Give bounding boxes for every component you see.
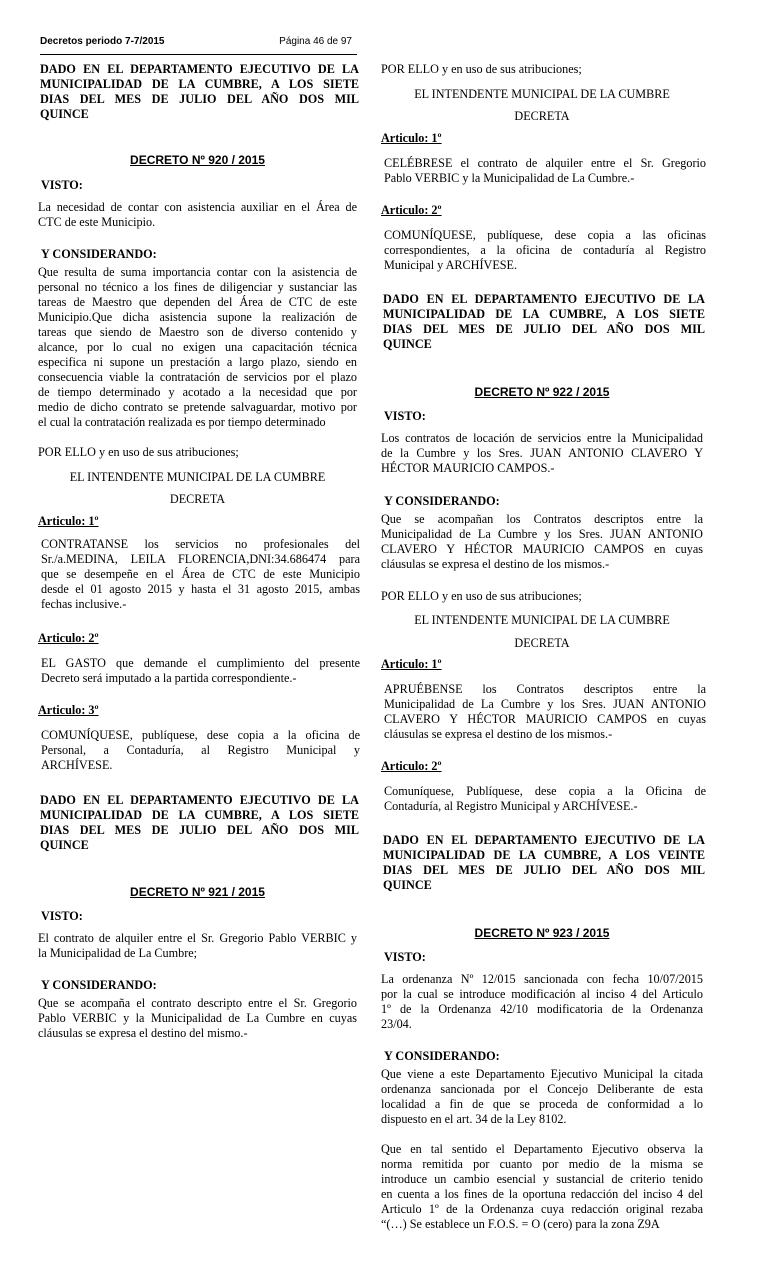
text-line: CLAVERO Y HÉCTOR MAURICIO CAMPOS en cuyas bbox=[384, 712, 706, 726]
text-line: COMUNÍQUESE, publíquese, dese copia a la oficina de bbox=[41, 728, 360, 742]
visto-heading: VISTO: bbox=[41, 178, 83, 192]
text-line: Articulo 1º de la Ordenanza cuya redacción original rezaba bbox=[381, 1202, 703, 1216]
text-line: correspondientes, a la oficina de contaduría al Registro bbox=[384, 243, 706, 257]
text-line: por la cual se introduce modificación al inciso 4 del Articulo bbox=[381, 987, 703, 1001]
decree-922-article-2-text bbox=[381, 784, 706, 814]
text-line: Pablo VERBIC y la Municipalidad de La Cumbre en cuyas bbox=[38, 1011, 357, 1025]
text-line: MUNICIPALIDAD DE LA CUMBRE, A LOS VEINTE bbox=[383, 848, 705, 862]
decree-923-considerando-text-1 bbox=[381, 1067, 703, 1127]
text-line: CONTRATANSE los servicios no profesionales del bbox=[41, 537, 360, 551]
text-line: tareas que siendo de Maestro son de diverso contenido y bbox=[38, 325, 357, 339]
text-line: DADO EN EL DEPARTAMENTO EJECUTIVO DE LA bbox=[40, 793, 359, 807]
text-line: Personal, a Contaduría, al Registro Municipal y bbox=[41, 743, 360, 757]
article-3-heading: Articulo: 3º bbox=[38, 703, 99, 717]
text-line: localidad a fin de que se proceda de conformidad a lo bbox=[381, 1097, 703, 1111]
text-line: medio de dicho contrato se pretende salvaguardar, motivo por bbox=[38, 400, 357, 414]
text-line: dispuesto en el art. 34 de la Ley 8102. bbox=[381, 1112, 567, 1126]
text-line: Comuníquese, Publíquese, dese copia a la Oficina de bbox=[384, 784, 706, 798]
decree-920-article-2-text bbox=[38, 656, 360, 686]
text-line: Sr./a.MEDINA, LEILA FLORENCIA,DNI:34.686474 para bbox=[41, 552, 360, 566]
text-line: tareas de Maestro que dependen del Área de CTC de este bbox=[38, 295, 357, 309]
text-line: DIAS DEL MES DE JULIO DEL AÑO DOS MIL bbox=[383, 863, 705, 877]
decreta-text: DECRETA bbox=[514, 636, 570, 650]
text-line: Municipio.Que dicha asistencia supone la realización de bbox=[38, 310, 357, 324]
text-line: Municipalidad de La Cumbre y los Sres. JUAN ANTONIO bbox=[381, 527, 703, 541]
text-line: El contrato de alquiler entre el Sr. Gregorio Pablo VERBIC y bbox=[38, 931, 357, 945]
decree-920-article-1-text bbox=[38, 537, 360, 612]
text-line: MUNICIPALIDAD DE LA CUMBRE, A LOS SIETE bbox=[383, 307, 705, 321]
text-line: “(…) Se establece un F.O.S. = O (cero) para la zona Z9A bbox=[381, 1217, 660, 1231]
text-line: en cuenta a los fines de la oportuna redacción del inciso 4 del bbox=[381, 1187, 703, 1201]
page-header bbox=[40, 36, 357, 55]
text-line: APRUÉBENSE los Contratos descriptos entre la bbox=[384, 682, 706, 696]
text-line: DIAS DEL MES DE JULIO DEL AÑO DOS MIL bbox=[383, 322, 705, 336]
decree-922-title: DECRETO Nº 922 / 2015 bbox=[474, 385, 610, 399]
text-line: Decreto será imputado a la partida correspondiente.- bbox=[41, 671, 297, 685]
text-line: Contaduría, al Registro Municipal y ARCHÍVESE.- bbox=[384, 799, 638, 813]
text-line: DADO EN EL DEPARTAMENTO EJECUTIVO DE LA bbox=[40, 62, 359, 76]
text-line: cláusulas se expresa el destino de los mismos.- bbox=[384, 727, 613, 741]
text-line: 23/04. bbox=[381, 1017, 412, 1031]
text-line: MUNICIPALIDAD DE LA CUMBRE, A LOS SIETE bbox=[40, 77, 359, 91]
text-line: Que se acompañan los Contratos descriptos entre la bbox=[381, 512, 703, 526]
decreta-text: DECRETA bbox=[169, 492, 226, 506]
text-line: fechas inclusive.- bbox=[41, 597, 127, 611]
text-line: personal no técnico a los fines de diligenciar y sustanciar las bbox=[38, 280, 357, 294]
considerando-heading: Y CONSIDERANDO: bbox=[41, 978, 157, 992]
text-line: La ordenanza Nº 12/015 sancionada con fecha 10/07/2015 bbox=[381, 972, 703, 986]
decree-921-title: DECRETO Nº 921 / 2015 bbox=[130, 885, 265, 899]
decree-922-visto-text bbox=[381, 431, 703, 476]
decree-921-visto-text bbox=[38, 931, 357, 961]
text-line: de tiempo determinado y acotado a la necesidad que por bbox=[38, 385, 357, 399]
por-ello-text: POR ELLO y en uso de sus atribuciones; bbox=[381, 62, 582, 76]
decree-921-article-1-text bbox=[381, 156, 706, 186]
decree-920-article-3-text bbox=[38, 728, 360, 773]
text-line: 1º de la Ordenanza 42/10 modificatoria de la Ordenanza bbox=[381, 1002, 703, 1016]
given-clause bbox=[38, 793, 359, 853]
text-line: que se desempeñe en el Área de CTC de este Municipio bbox=[41, 567, 360, 581]
visto-heading: VISTO: bbox=[41, 909, 83, 923]
article-2-heading: Articulo: 2º bbox=[381, 759, 442, 773]
header-page-number: Página 46 de 97 bbox=[279, 36, 352, 47]
decree-921-considerando-text bbox=[38, 996, 357, 1041]
text-line: QUINCE bbox=[40, 107, 89, 121]
text-line: QUINCE bbox=[40, 838, 89, 852]
text-line: Que en tal sentido el Departamento Ejecutivo observa la bbox=[381, 1142, 703, 1156]
decree-923-visto-text bbox=[381, 972, 703, 1032]
visto-heading: VISTO: bbox=[384, 950, 426, 964]
visto-heading: VISTO: bbox=[384, 409, 426, 423]
given-clause bbox=[38, 62, 359, 122]
text-line: Que resulta de suma importancia contar con la asistencia de bbox=[38, 265, 357, 279]
decree-923-considerando-text-2 bbox=[381, 1142, 703, 1232]
intendente-text: EL INTENDENTE MUNICIPAL DE LA CUMBRE bbox=[414, 87, 670, 101]
decree-920-considerando-text bbox=[38, 265, 357, 430]
text-line: Los contratos de locación de servicios entre la Municipalidad bbox=[381, 431, 703, 445]
intendente-text: EL INTENDENTE MUNICIPAL DE LA CUMBRE bbox=[414, 613, 670, 627]
text-line: QUINCE bbox=[383, 337, 432, 351]
text-line: especifica ni supone un prestación a largo plazo, siendo en bbox=[38, 355, 357, 369]
text-line: Municipalidad de La Cumbre y los Sres. JUAN ANTONIO bbox=[384, 697, 706, 711]
text-line: ARCHÍVESE. bbox=[41, 758, 113, 772]
text-line: Que viene a este Departamento Ejecutivo Municipal la citada bbox=[381, 1067, 703, 1081]
por-ello-text: POR ELLO y en uso de sus atribuciones; bbox=[381, 589, 582, 603]
text-line: DIAS DEL MES DE JULIO DEL AÑO DOS MIL bbox=[40, 92, 359, 106]
decree-923-title: DECRETO Nº 923 / 2015 bbox=[474, 926, 610, 940]
text-line: la Municipalidad de La Cumbre; bbox=[38, 946, 198, 960]
decree-920-visto-text bbox=[38, 200, 357, 230]
text-line: introduce un cambio esencial y sustancial de criterio tenido bbox=[381, 1172, 703, 1186]
text-line: COMUNÍQUESE, publíquese, dese copia a las oficinas bbox=[384, 228, 706, 242]
text-line: Pablo VERBIC y la Municipalidad de La Cumbre.- bbox=[384, 171, 635, 185]
text-line: alcance, por lo cual no exigen una capacitación técnica bbox=[38, 340, 357, 354]
decree-922-article-1-text bbox=[381, 682, 706, 742]
text-line: consecuencia viable la contratación de servicios por el plazo bbox=[38, 370, 357, 384]
given-clause bbox=[381, 292, 705, 352]
considerando-heading: Y CONSIDERANDO: bbox=[384, 1049, 500, 1063]
text-line: CTC de este Municipio. bbox=[38, 215, 156, 229]
decree-920-title: DECRETO Nº 920 / 2015 bbox=[130, 153, 265, 167]
article-2-heading: Articulo: 2º bbox=[381, 203, 442, 217]
text-line: Municipal y ARCHÍVESE. bbox=[384, 258, 518, 272]
text-line: CLAVERO Y HÉCTOR MAURICIO CAMPOS en cuyas bbox=[381, 542, 703, 556]
article-1-heading: Articulo: 1º bbox=[381, 657, 442, 671]
intendente-text: EL INTENDENTE MUNICIPAL DE LA CUMBRE bbox=[69, 470, 326, 484]
header-title: Decretos periodo 7-7/2015 bbox=[40, 36, 165, 47]
article-1-heading: Articulo: 1º bbox=[381, 131, 442, 145]
text-line: MUNICIPALIDAD DE LA CUMBRE, A LOS SIETE bbox=[40, 808, 359, 822]
text-line: desde el 01 agosto 2015 y hasta el 31 agosto 2015, ambas bbox=[41, 582, 360, 596]
text-line: DADO EN EL DEPARTAMENTO EJECUTIVO DE LA bbox=[383, 833, 705, 847]
decree-922-considerando-text bbox=[381, 512, 703, 572]
decreta-text: DECRETA bbox=[514, 109, 570, 123]
por-ello-text: POR ELLO y en uso de sus atribuciones; bbox=[38, 445, 239, 459]
text-line: HÉCTOR MAURICIO CAMPOS.- bbox=[381, 461, 555, 475]
considerando-heading: Y CONSIDERANDO: bbox=[41, 247, 157, 261]
text-line: el cual la contratación realizada es por tiempo determinado bbox=[38, 415, 326, 429]
text-line: de la Cumbre y los Sres. JUAN ANTONIO CLAVERO Y bbox=[381, 446, 703, 460]
text-line: cláusulas se expresa el destino del mismo.- bbox=[38, 1026, 248, 1040]
text-line: EL GASTO que demande el cumplimiento del presente bbox=[41, 656, 360, 670]
considerando-heading: Y CONSIDERANDO: bbox=[384, 494, 500, 508]
text-line: norma remitida por cuanto por medio de la misma se bbox=[381, 1157, 703, 1171]
text-line: DADO EN EL DEPARTAMENTO EJECUTIVO DE LA bbox=[383, 292, 705, 306]
text-line: Que se acompaña el contrato descripto entre el Sr. Gregorio bbox=[38, 996, 357, 1010]
article-2-heading: Articulo: 2º bbox=[38, 631, 99, 645]
text-line: DIAS DEL MES DE JULIO DEL AÑO DOS MIL bbox=[40, 823, 359, 837]
text-line: CELÉBRESE el contrato de alquiler entre el Sr. Gregorio bbox=[384, 156, 706, 170]
text-line: QUINCE bbox=[383, 878, 432, 892]
given-clause bbox=[381, 833, 705, 893]
article-1-heading: Articulo: 1º bbox=[38, 514, 99, 528]
text-line: La necesidad de contar con asistencia auxiliar en el Área de bbox=[38, 200, 357, 214]
decree-921-article-2-text bbox=[381, 228, 706, 273]
text-line: ordenanza sancionada por el Concejo Deliberante de esta bbox=[381, 1082, 703, 1096]
text-line: cláusulas se expresa el destino de los mismos.- bbox=[381, 557, 610, 571]
